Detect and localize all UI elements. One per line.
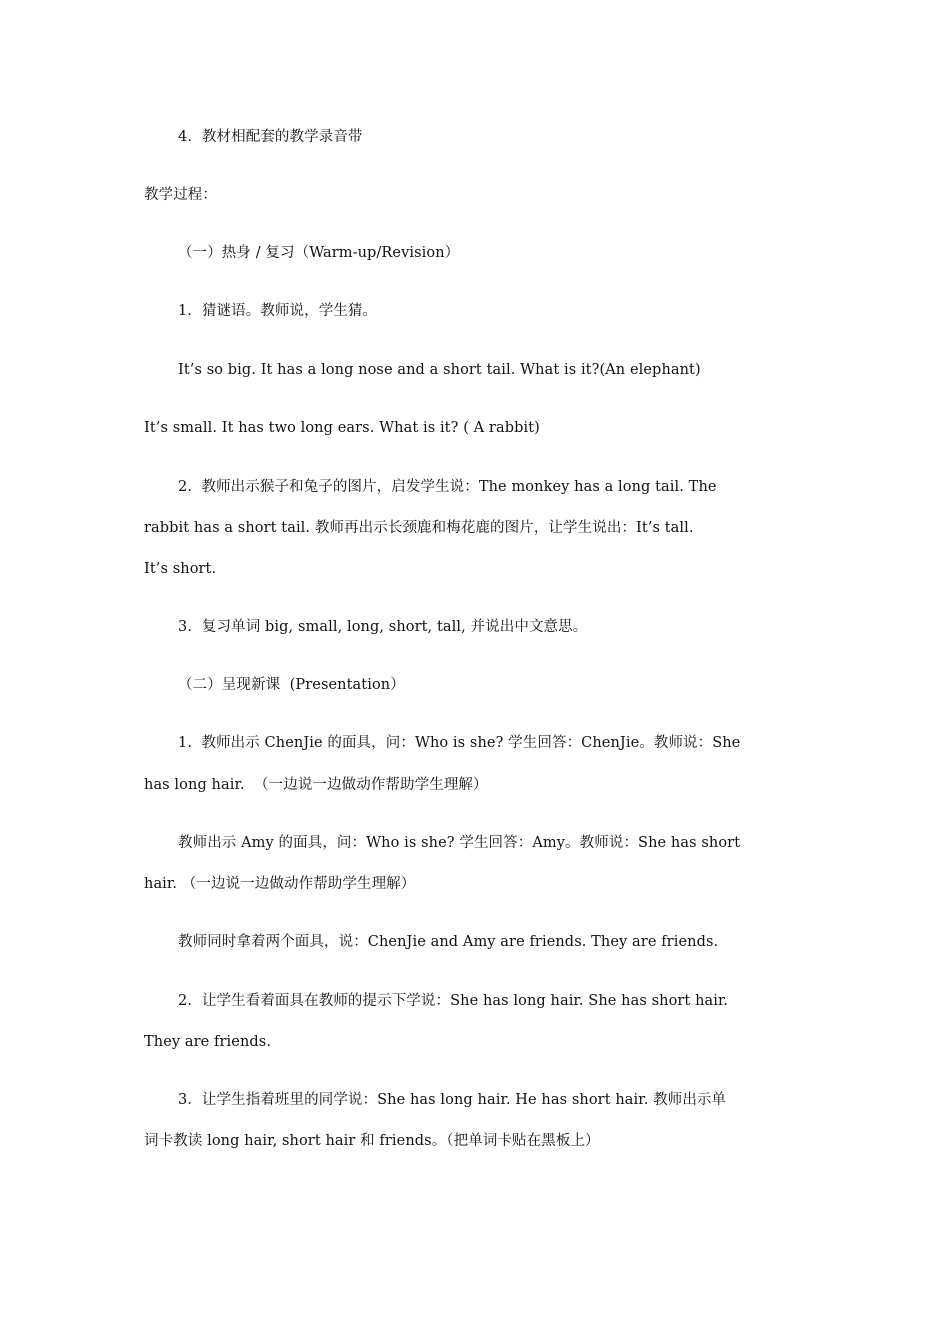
step-2-line-2: rabbit has a short tail. 教师再出示长颈鹿和梅花鹿的图片，让学生说出：It’s tall. bbox=[144, 520, 694, 536]
presentation-1-line-2: has long hair. （一边说一边做动作帮助学生理解） bbox=[144, 777, 488, 793]
section-heading-teaching-process: 教学过程： bbox=[144, 187, 217, 203]
presentation-2-line-1: 2．让学生看着面具在教师的提示下学说：She has long hair. She has short hair. bbox=[178, 993, 729, 1009]
materials-item-4: 4．教材相配套的教学录音带 bbox=[178, 129, 363, 145]
presentation-1-line-1: 1. 教师出示 ChenJie 的面具，问：Who is she? 学生回答：ChenJie。教师说：She bbox=[178, 735, 741, 751]
step-1-riddles: 1．猜谜语。教师说，学生猜。 bbox=[178, 303, 378, 319]
presentation-amy-line-2: hair. （一边说一边做动作帮助学生理解） bbox=[144, 876, 416, 892]
presentation-friends: 教师同时拿着两个面具，说：ChenJie and Amy are friends. They are friends. bbox=[178, 934, 719, 950]
riddle-elephant: It’s so big. It has a long nose and a short tail. What is it?(An elephant) bbox=[178, 362, 701, 378]
presentation-amy-line-1: 教师出示 Amy 的面具，问：Who is she? 学生回答：Amy。教师说：She has short bbox=[178, 835, 741, 851]
step-2-line-3: It’s short. bbox=[144, 561, 217, 577]
subheading-presentation: （二）呈现新课 (Presentation） bbox=[178, 677, 405, 693]
riddle-rabbit: It’s small. It has two long ears. What is it? ( A rabbit) bbox=[144, 420, 540, 436]
subheading-warm-up: （一）热身 / 复习（Warm-up/Revision） bbox=[178, 245, 460, 261]
presentation-3-line-1: 3．让学生指着班里的同学说：She has long hair. He has short hair. 教师出示单 bbox=[178, 1092, 727, 1108]
presentation-3-line-2: 词卡教读 long hair, short hair 和 friends。（把单词卡贴在黑板上） bbox=[144, 1133, 600, 1149]
step-3-review-words: 3．复习单词 big, small, long, short, tall, 并说出中文意思。 bbox=[178, 619, 588, 635]
step-2-line-1: 2. 教师出示猴子和兔子的图片，启发学生说：The monkey has a long tail. The bbox=[178, 479, 717, 495]
presentation-2-line-2: They are friends. bbox=[144, 1034, 272, 1050]
